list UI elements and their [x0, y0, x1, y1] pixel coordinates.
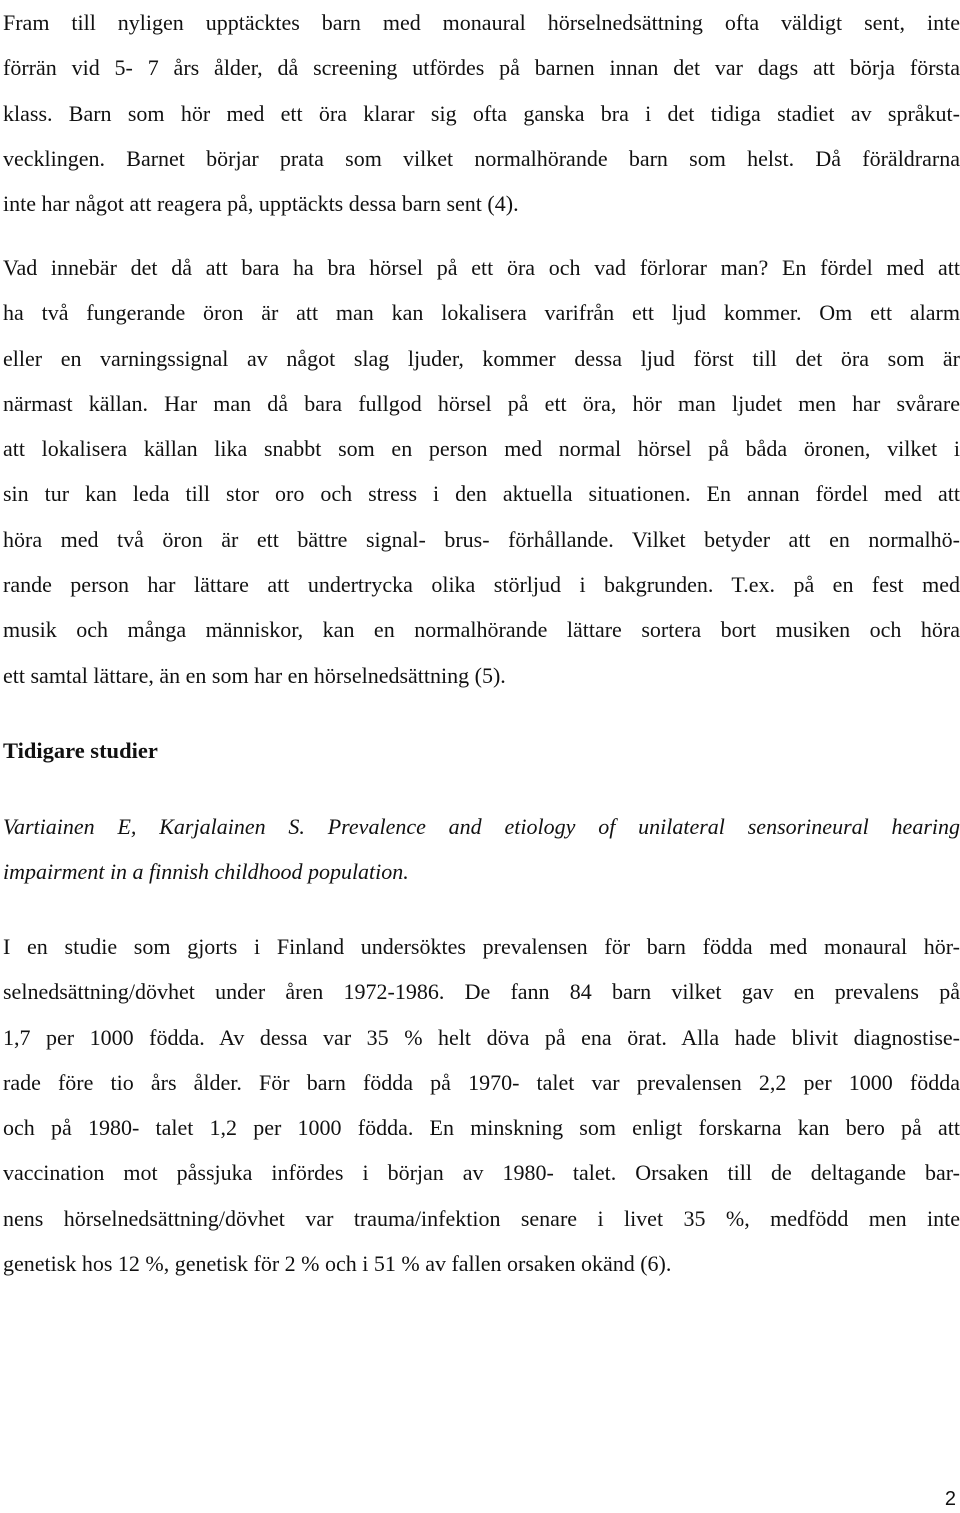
section-heading: Tidigare studier: [3, 738, 158, 763]
study-citation: [3, 804, 960, 895]
paragraph-line: I en studie som gjorts i Finland undersöktes prevalensen för barn födda med monaural hör-: [3, 934, 960, 959]
paragraph-line: och på 1980- talet 1,2 per 1000 födda. En minskning som enligt forskarna kan bero på att: [3, 1115, 960, 1141]
paragraph-line: klass. Barn som hör med ett öra klarar sig ofta ganska bra i det tidiga stadiet av språkut-: [3, 100, 960, 126]
paragraph-line: vaccination mot påssjuka infördes i början av 1980- talet. Orsaken till de deltagande bar-: [3, 1160, 960, 1186]
paragraph-line: rande person har lättare att undertrycka olika störljud i bakgrunden. T.ex. på en fest med: [3, 572, 960, 598]
paragraph-line: Vad innebär det då att bara ha bra hörsel på ett öra och vad förlorar man? En fördel med att: [3, 255, 960, 280]
citation-line: Vartiainen E, Karjalainen S. Prevalence and etiology of unilateral sensorineural hearing: [3, 814, 960, 839]
paragraph-line: selnedsättning/dövhet under åren 1972-1986. De fann 84 barn vilket gav en prevalens på: [3, 979, 960, 1005]
paragraph-line: eller en varningssignal av något slag ljuder, kommer dessa ljud först till det öra som är: [3, 345, 960, 371]
paragraph-line: nens hörselnedsättning/dövhet var trauma/infektion senare i livet 35 %, medfödd men inte: [3, 1205, 960, 1231]
paragraph-line: vecklingen. Barnet börjar prata som vilket normalhörande barn som helst. Då föräldrarna: [3, 145, 960, 171]
paragraph-study: [3, 924, 960, 1286]
paragraph-line: Fram till nyligen upptäcktes barn med monaural hörselnedsättning ofta väldigt sent, inte: [3, 10, 960, 35]
paragraph-line: förrän vid 5- 7 års ålder, då screening utfördes på barnen innan det var dags att börja första: [3, 55, 960, 81]
paragraph-line: sin tur kan leda till stor oro och stress i den aktuella situationen. En annan fördel med att: [3, 481, 960, 507]
paragraph-line: ett samtal lättare, än en som har en hörselnedsättning (5).: [3, 662, 506, 688]
paragraph-line: närmast källan. Har man då bara fullgod hörsel på ett öra, hör man ljudet men har svårare: [3, 390, 960, 416]
paragraph-line: genetisk hos 12 %, genetisk för 2 % och i 51 % av fallen orsaken okänd (6).: [3, 1251, 672, 1277]
paragraph-intro: [3, 0, 960, 226]
paragraph-line: höra med två öron är ett bättre signal- brus- förhållande. Vilket betyder att en normalhö-: [3, 526, 960, 552]
page-number: 2: [944, 1488, 956, 1510]
paragraph-line: rade före tio års ålder. För barn födda på 1970- talet var prevalensen 2,2 per 1000 födda: [3, 1069, 960, 1095]
paragraph-binaural: [3, 245, 960, 698]
paragraph-line: att lokalisera källan lika snabbt som en person med normal hörsel på båda öronen, vilket i: [3, 436, 960, 462]
document-page: [3, 0, 960, 1513]
paragraph-line: musik och många människor, kan en normalhörande lättare sortera bort musiken och höra: [3, 617, 960, 643]
citation-line: impairment in a finnish childhood population.: [3, 859, 409, 885]
paragraph-line: 1,7 per 1000 födda. Av dessa var 35 % helt döva på ena örat. Alla hade blivit diagnostise-: [3, 1024, 960, 1050]
paragraph-line: ha två fungerande öron är att man kan lokalisera varifrån ett ljud kommer. Om ett alarm: [3, 300, 960, 326]
paragraph-line: inte har något att reagera på, upptäckts dessa barn sent (4).: [3, 191, 519, 217]
